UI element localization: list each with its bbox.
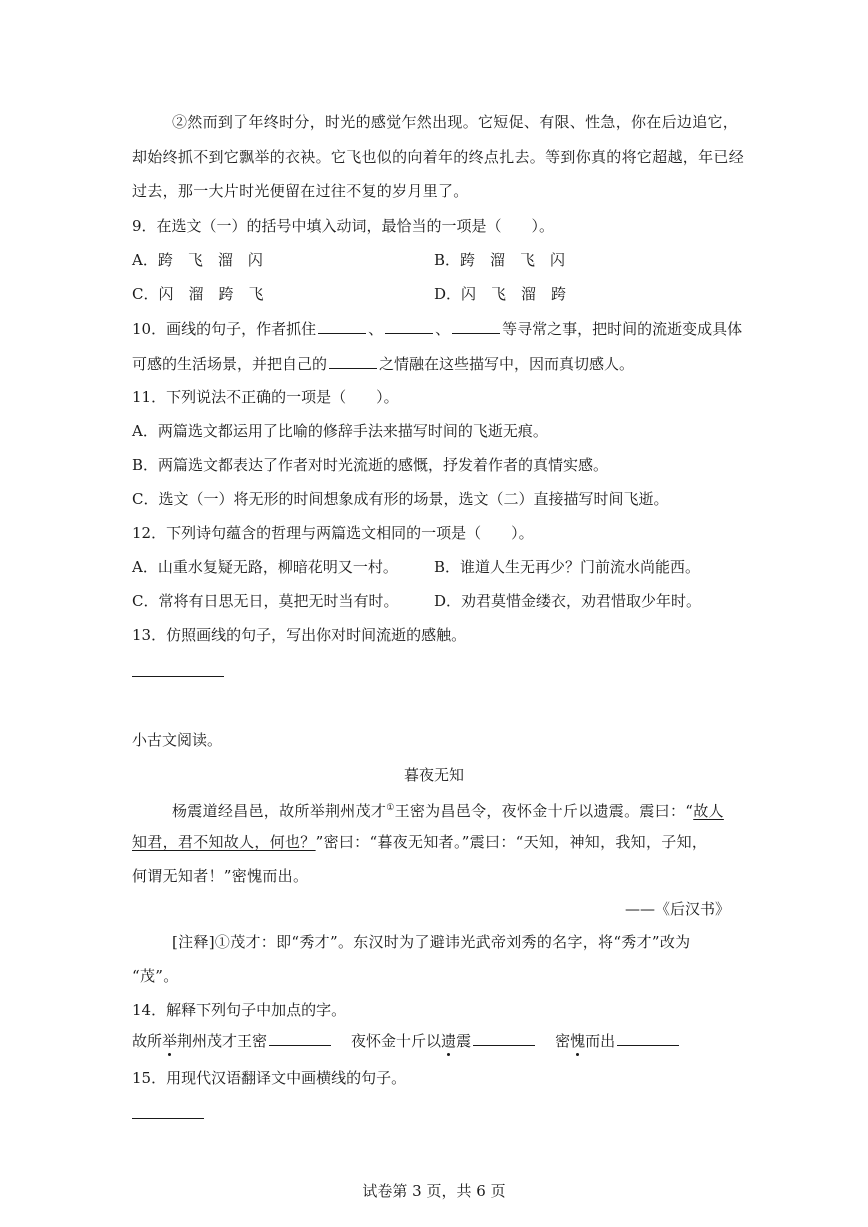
annotation-line-1: [注释]①茂才：即“秀才”。东汉时为了避讳光武帝刘秀的名字，将“秀才”改为 xyxy=(172,933,691,951)
question-9-option-c: C．闪 溜 跨 飞 xyxy=(132,285,264,303)
note-marker: ① xyxy=(386,803,395,813)
q14-text: 荆州茂才王密 xyxy=(177,1032,268,1050)
question-11-stem: 11．下列说法不正确的一项是（ ）。 xyxy=(132,388,399,406)
source-citation: ——《后汉书》 xyxy=(624,900,730,918)
q14-text: 而出 xyxy=(585,1032,616,1050)
answer-blank[interactable] xyxy=(318,318,366,334)
question-9-option-a: A．跨 飞 溜 闪 xyxy=(132,251,263,269)
question-9-option-d: D．闪 飞 溜 跨 xyxy=(434,285,567,303)
question-10-text-3: 可感的生活场景，并把自己的 xyxy=(132,355,328,373)
answer-blank[interactable] xyxy=(385,318,433,334)
dotted-character: 愧 xyxy=(570,1032,586,1050)
q14-text: 密 xyxy=(555,1032,571,1050)
question-12-option-a: A．山重水复疑无路，柳暗花明又一村。 xyxy=(132,558,398,576)
section-intro: 小古文阅读。 xyxy=(132,731,223,749)
q14-text: 震 xyxy=(456,1032,472,1050)
classical-text: ”密曰：“暮夜无知者。”震曰：“天知，神知，我知，子知， xyxy=(315,833,708,851)
question-10-line-1 xyxy=(132,318,742,339)
answer-blank[interactable] xyxy=(617,1030,679,1046)
page-footer: 试卷第 3 页，共 6 页 xyxy=(362,1182,506,1200)
question-15-stem: 15．用现代汉语翻译文中画横线的句子。 xyxy=(132,1069,407,1087)
q14-text: 夜怀金十斤以 xyxy=(351,1032,442,1050)
passage-line-3: 过去，那一大片时光便留在过往不复的岁月里了。 xyxy=(132,182,469,200)
q14-text: 故所 xyxy=(132,1032,163,1050)
answer-blank[interactable] xyxy=(473,1030,535,1046)
separator: 、 xyxy=(435,320,451,338)
passage-line-2: 却始终抓不到它飘举的衣袂。它飞也似的向着年的终点扎去。等到你真的将它超越，年已经 xyxy=(132,148,745,166)
answer-blank[interactable] xyxy=(452,318,500,334)
classical-line-1 xyxy=(172,798,724,821)
dotted-character: 举 xyxy=(162,1032,178,1050)
underlined-sentence: 故人 xyxy=(693,802,724,820)
question-10-text-1: 10．画线的句子，作者抓住 xyxy=(132,320,317,338)
question-12-option-d: D．劝君莫惜金缕衣，劝君惜取少年时。 xyxy=(434,592,702,610)
question-11-option-a: A．两篇选文都运用了比喻的修辞手法来描写时间的飞逝无痕。 xyxy=(132,422,548,440)
underlined-sentence: 知君，君不知故人，何也？ xyxy=(132,833,316,851)
question-9-option-b: B．跨 溜 飞 闪 xyxy=(434,251,566,269)
question-11-option-b: B．两篇选文都表达了作者对时光流逝的感慨，抒发着作者的真情实感。 xyxy=(132,456,609,474)
question-13-stem: 13．仿照画线的句子，写出你对时间流逝的感触。 xyxy=(132,626,467,644)
classical-text: 杨震道经昌邑，故所举荆州茂才 xyxy=(172,802,387,820)
question-10-text-2: 等寻常之事，把时间的流逝变成具体 xyxy=(502,320,743,338)
question-12-option-b: B．谁道人生无再少？门前流水尚能西。 xyxy=(434,558,701,576)
question-13-answer-line[interactable] xyxy=(132,676,224,677)
passage-line-1: ②然而到了年终时分，时光的感觉乍然出现。它短促、有限、性急，你在后边追它， xyxy=(172,113,739,131)
answer-blank[interactable] xyxy=(329,353,377,369)
classical-line-2 xyxy=(132,832,707,852)
question-15-answer-line[interactable] xyxy=(132,1118,204,1119)
question-14-items xyxy=(132,1030,681,1051)
question-10-text-4: 之情融在这些描写中，因而真切感人。 xyxy=(379,355,635,373)
classical-text: 王密为昌邑令，夜怀金十斤以遗震。震曰：“ xyxy=(394,802,694,820)
question-11-option-c: C．选文（一）将无形的时间想象成有形的场景，选文（二）直接描写时间飞逝。 xyxy=(132,490,669,508)
question-12-stem: 12．下列诗句蕴含的哲理与两篇选文相同的一项是（ ）。 xyxy=(132,524,534,542)
annotation-line-2: “茂”。 xyxy=(132,967,179,985)
classical-line-3: 何谓无知者！”密愧而出。 xyxy=(132,867,309,885)
separator: 、 xyxy=(368,320,384,338)
question-10-line-2 xyxy=(132,353,634,374)
question-9-stem: 9．在选文（一）的括号中填入动词，最恰当的一项是（ ）。 xyxy=(132,217,555,235)
answer-blank[interactable] xyxy=(269,1030,331,1046)
question-14-stem: 14．解释下列句子中加点的字。 xyxy=(132,1001,347,1019)
question-12-option-c: C．常将有日思无日，莫把无时当有时。 xyxy=(132,592,399,610)
dotted-character: 遗 xyxy=(441,1032,457,1050)
classical-title: 暮夜无知 xyxy=(403,766,464,784)
